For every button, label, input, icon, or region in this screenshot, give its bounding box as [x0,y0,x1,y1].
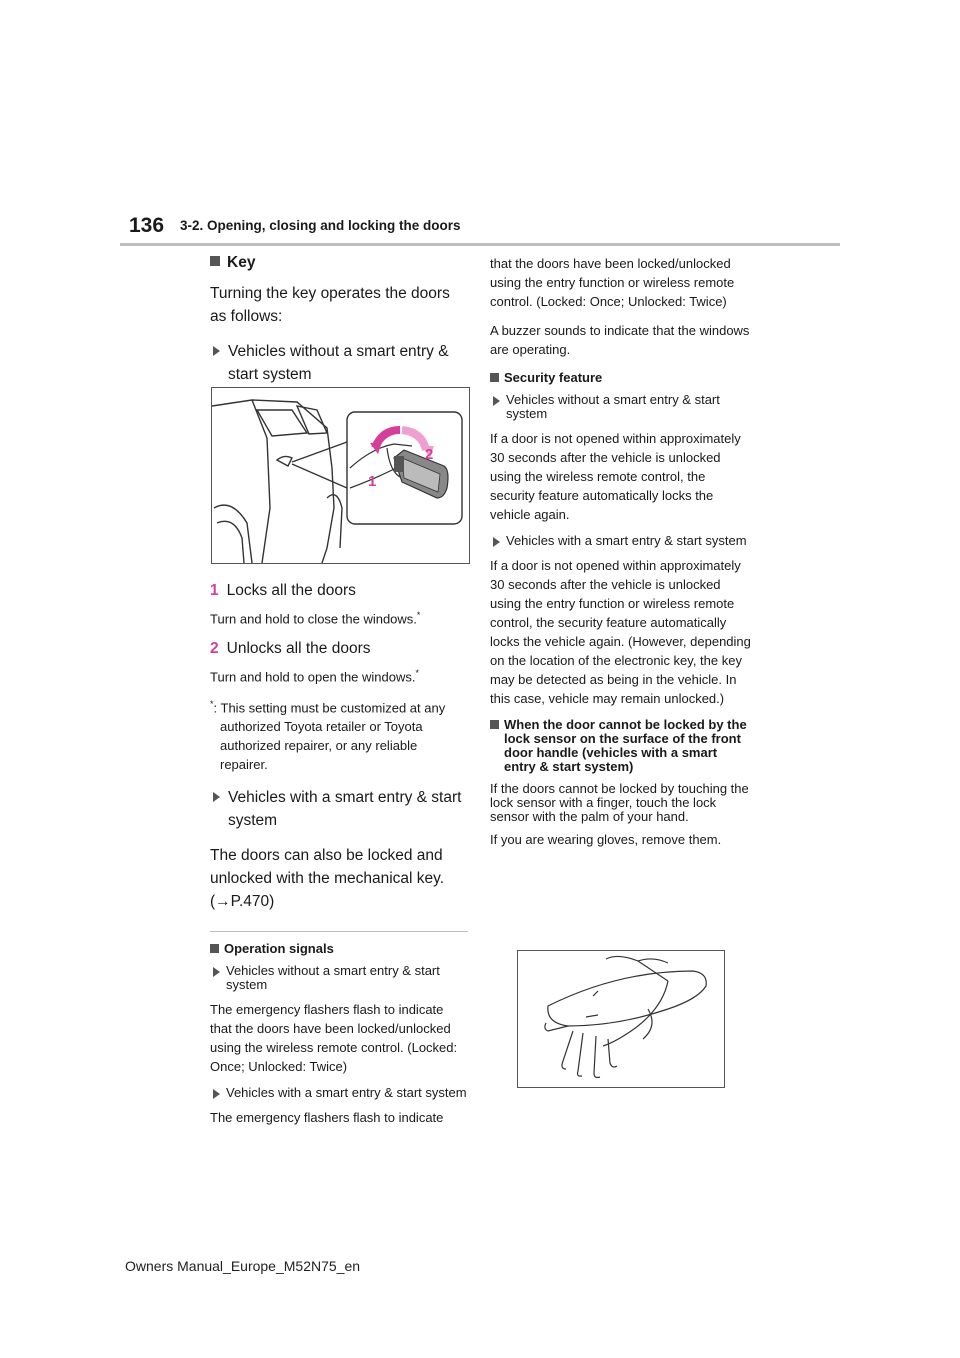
square-bullet-icon [210,256,220,266]
page-number: 136 [129,214,165,237]
sec-smart: Vehicles with a smart entry & start system [490,534,752,548]
footer: Owners Manual_Europe_M52N75_en [125,1258,361,1274]
op-cont-text: that the doors have been locked/unlocked using the entry function or wireless remote control. (Locked: Once; Unlocked: Twice) [490,256,735,309]
item-1: 1 Locks all the doors [210,582,356,599]
cannot-lock-text: If the doors cannot be locked by touching the lock sensor with a finger, touch the lock sensor with the palm of your hand. [490,781,749,824]
triangle-bullet-icon [213,792,220,802]
operation-signals-heading: Operation signals [210,942,468,956]
triangle-bullet-icon [213,1089,220,1099]
door-handle-figure [517,950,725,1088]
square-bullet-icon [210,944,219,953]
op-no-smart-text: The emergency flashers flash to indicate that the doors have been locked/unlocked using the wireless remote control. (Locked: Once; Unlocked: Twice) [210,1001,458,1074]
smart-heading: Vehicles with a smart entry & start system [210,786,468,832]
footnote: *: This setting must be customized at any authorized Toyota retailer or Toyota authorized repairer, or any reliable repairer. [210,698,446,772]
triangle-bullet-icon [493,396,500,406]
separator [210,931,468,932]
key-intro: Turning the key operates the doors as follows: [210,285,450,325]
triangle-bullet-icon [493,537,500,547]
right-column [490,254,752,855]
smart-text: The doors can also be locked and unlocked with the mechanical key. (→P.470) [210,846,445,910]
hand-door-handle-illustration [518,951,724,1087]
sec-smart-text: If a door is not opened within approximately 30 seconds after the vehicle is unlocked using the entry function or wireless remote control, the security feature automatically locks the vehicle again. (However, depending on the location of the electronic key, the key may be detected as being in the vehicle. In this case, vehicle may remain unlocked.) [490,558,751,706]
header-rule [120,243,840,246]
security-heading: Security feature [490,371,752,385]
key-operation-figure [211,387,470,564]
square-bullet-icon [490,373,499,382]
left-column [210,254,468,1133]
triangle-bullet-icon [213,967,220,977]
figure-label-1: 1 [368,473,377,490]
sec-no-smart-text: If a door is not opened within approximately 30 seconds after the vehicle is unlocked using the wireless remote control, the security feature automatically locks the vehicle again. [490,431,741,522]
square-bullet-icon [490,720,499,729]
item-1-note: Turn and hold to close the windows.* [210,610,421,627]
section-title: 3-2. Opening, closing and locking the doors [180,218,461,233]
op-smart-text: The emergency flashers flash to indicate [210,1109,444,1125]
sec-no-smart: Vehicles without a smart entry & start system [490,393,752,421]
key-heading: Key [210,254,468,272]
car-door-key-illustration [212,388,469,563]
no-smart-heading: Vehicles without a smart entry & start system [210,340,468,386]
op-no-smart: Vehicles without a smart entry & start system [210,964,468,992]
triangle-bullet-icon [213,346,220,356]
op-smart: Vehicles with a smart entry & start system [210,1086,468,1100]
figure-label-2: 2 [425,446,434,463]
gloves-text: If you are wearing gloves, remove them. [490,832,722,847]
cannot-lock-heading: When the door cannot be locked by the lock sensor on the surface of the front door handle (vehicles with a smart entry & start system) [490,718,752,774]
item-2-note: Turn and hold to open the windows.* [210,668,420,685]
item-2: 2 Unlocks all the doors [210,640,371,658]
buzzer-text: A buzzer sounds to indicate that the windows are operating. [490,323,750,357]
